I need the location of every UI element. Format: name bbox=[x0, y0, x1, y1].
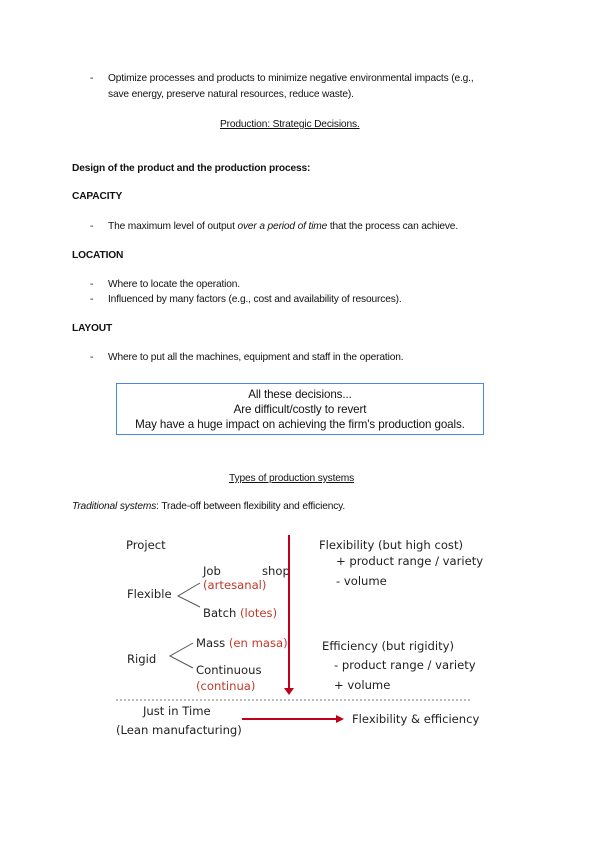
lean-label: (Lean manufacturing) bbox=[116, 723, 242, 737]
decisions-line-3: May have a huge impact on achieving the firm's production goals. bbox=[135, 418, 465, 431]
artesanal-label: (artesanal) bbox=[203, 578, 267, 592]
intro-line-2: save energy, preserve natural resources, reduce waste). bbox=[108, 89, 354, 100]
capacity-heading: CAPACITY bbox=[72, 191, 123, 202]
flex-range: + product range / variety bbox=[336, 554, 484, 568]
batch-text: Batch bbox=[203, 606, 237, 620]
job-label: Job bbox=[203, 564, 221, 578]
flexible-branch bbox=[178, 583, 200, 607]
continua-label: (continua) bbox=[196, 679, 256, 693]
rigid-branch bbox=[170, 643, 193, 668]
lotes-text: (lotes) bbox=[240, 606, 278, 620]
jit-label: Just in Time bbox=[143, 704, 211, 718]
eff-title: Efficiency (but rigidity) bbox=[322, 639, 455, 653]
flex-volume: - volume bbox=[336, 574, 387, 588]
types-title: Types of production systems bbox=[229, 473, 355, 484]
traditional-label: Traditional systems bbox=[72, 501, 157, 512]
layout-heading: LAYOUT bbox=[72, 323, 113, 334]
continuous-label: Continuous bbox=[196, 663, 262, 677]
decisions-line-1: All these decisions... bbox=[248, 388, 352, 401]
bullet-dash: - bbox=[90, 294, 94, 305]
bullet-dash: - bbox=[90, 73, 94, 84]
eff-range: - product range / variety bbox=[334, 658, 476, 672]
rigid-label: Rigid bbox=[127, 652, 157, 666]
section-title: Production: Strategic Decisions. bbox=[220, 119, 360, 130]
project-label: Project bbox=[126, 538, 166, 552]
bullet-dash: - bbox=[90, 221, 94, 232]
vertical-arrow-head bbox=[284, 688, 294, 695]
capacity-post: that the process can achieve. bbox=[327, 221, 459, 232]
flex-title: Flexibility (but high cost) bbox=[319, 538, 464, 552]
decisions-line-2: Are difficult/costly to revert bbox=[233, 403, 367, 416]
shop-label: shop bbox=[262, 564, 290, 578]
capacity-pre: The maximum level of output bbox=[108, 221, 238, 232]
flex-eff-label: Flexibility & efficiency bbox=[352, 712, 480, 726]
horizontal-arrow-head bbox=[336, 715, 344, 723]
intro-line-1: Optimize processes and products to minimize negative environmental impacts (e.g., bbox=[108, 73, 474, 84]
traditional-text: : Trade-off between flexibility and efficiency. bbox=[156, 501, 346, 512]
en-masa-text: (en masa) bbox=[228, 636, 288, 650]
design-heading: Design of the product and the production process: bbox=[72, 163, 311, 174]
mass-text: Mass bbox=[196, 636, 226, 650]
bullet-dash: - bbox=[90, 279, 94, 290]
capacity-emphasis: over a period of time bbox=[237, 221, 328, 232]
bullet-dash: - bbox=[90, 352, 94, 363]
layout-item: Where to put all the machines, equipment and staff in the operation. bbox=[108, 352, 404, 363]
location-heading: LOCATION bbox=[72, 250, 124, 261]
location-item-2: Influenced by many factors (e.g., cost and availability of resources). bbox=[108, 294, 402, 305]
location-item-1: Where to locate the operation. bbox=[108, 279, 240, 290]
eff-volume: + volume bbox=[334, 678, 391, 692]
flexible-label: Flexible bbox=[127, 587, 172, 601]
